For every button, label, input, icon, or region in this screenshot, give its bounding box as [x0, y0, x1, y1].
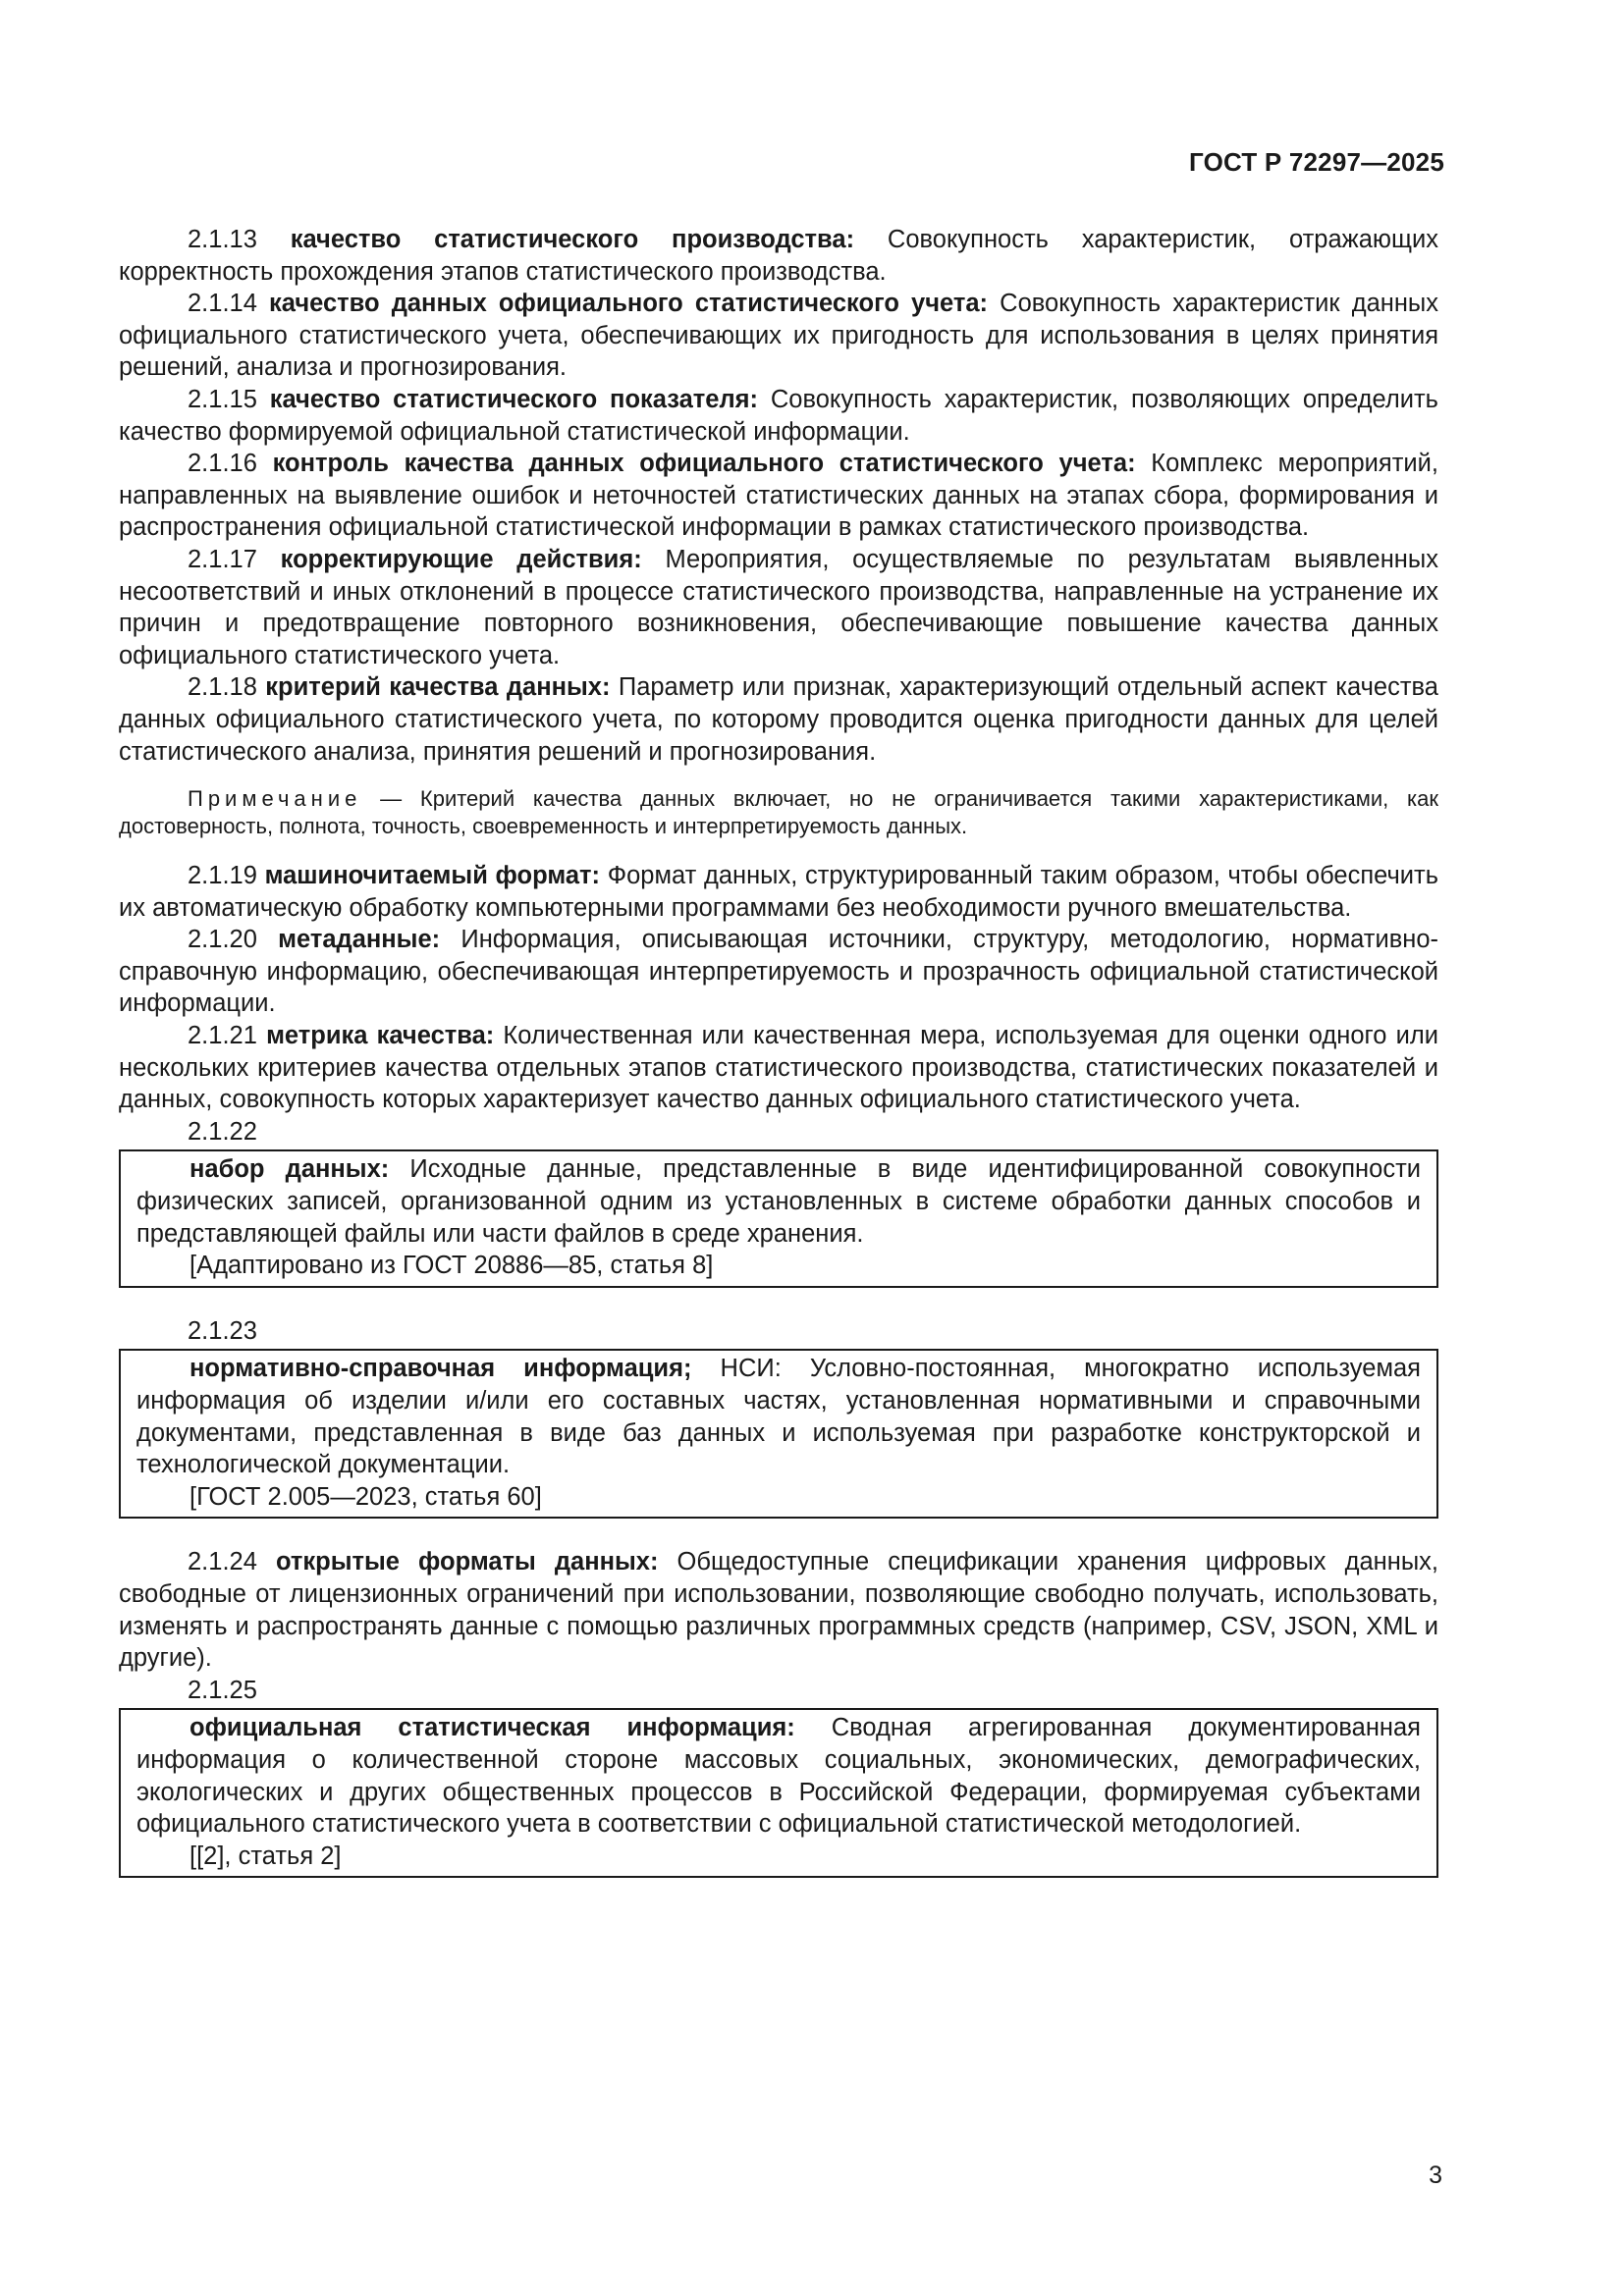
term-entry [119, 384, 1438, 448]
term-number: 2.1.24 [188, 1548, 257, 1576]
term-number: 2.1.22 [188, 1117, 257, 1146]
term-entry [136, 1712, 1421, 1840]
term-number: 2.1.23 [188, 1316, 257, 1345]
term-definition: Комплекс мероприятий, направленных на выявление ошибок и неточностей статистических данных на этапах сбора, формирования и распространения официальной статистической информации в рамках статистического производства. [119, 450, 1438, 542]
term-entry [119, 924, 1438, 1020]
term-number: 2.1.17 [188, 545, 257, 573]
note-text: — Критерий качества данных включает, но не ограничивается такими характеристиками, как достоверность, полнота, точность, своевременность и интерпретируемость данных. [119, 786, 1439, 839]
term-title: качество статистического производства: [290, 226, 855, 253]
term-entry [136, 1353, 1421, 1480]
term-definition: Сводная агрегированная документированная информация о количественной стороне массовых социальных, экономических, демографических, экологических и других общественных процессов в Российской Федерации, формируемая субъектами официального статистического учета в соответствии с официальной статистической методологией. [136, 1714, 1421, 1839]
term-entry [119, 671, 1438, 768]
term-title: машиночитаемый формат: [264, 862, 601, 890]
term-number: 2.1.15 [188, 385, 257, 413]
note-label: Примечание [188, 786, 362, 812]
term-source: [ГОСТ 2.005—2023, статья 60] [189, 1482, 542, 1511]
term-box-dataset [119, 1149, 1438, 1287]
term-title: корректирующие действия: [280, 545, 642, 573]
term-title: метрика качества: [266, 1022, 495, 1050]
term-title: качество данных официального статистического учета: [269, 290, 989, 318]
term-definition: Мероприятия, осуществляемые по результатам выявленных несоответствий и иных отклонений в процессе статистического производства, направленные на устранение их причин и предотвращение повторного возникновения, обеспечивающие повышение качества данных официального статистического учета. [119, 545, 1438, 669]
term-definition: Параметр или признак, характеризующий отдельный аспект качества данных официального статистического учета, по которому проводится оценка пригодности данных для целей статистического анализа, принятия решений и прогнозирования. [119, 673, 1438, 766]
term-entry [119, 544, 1438, 671]
term-number: 2.1.19 [188, 862, 257, 890]
term-title: качество статистического показателя: [269, 385, 759, 413]
term-number: 2.1.13 [188, 226, 257, 253]
term-title: контроль качества данных официального статистического учета: [272, 450, 1136, 478]
term-entry [119, 448, 1438, 544]
term-box-official-stat-info [119, 1708, 1438, 1878]
term-definition: Совокупность характеристик, отражающих корректность прохождения этапов статистического производства. [119, 226, 1438, 286]
term-entry [119, 860, 1438, 924]
term-definition: Общедоступные спецификации хранения цифровых данных, свободные от лицензионных ограничений при использовании, позволяющие свободно получать, использовать, изменять и распространять данные с помощью различных программных средств (например, CSV, JSON, XML и другие). [119, 1548, 1438, 1673]
term-box-reference-info [119, 1349, 1438, 1519]
page-number: 3 [1429, 2162, 1442, 2189]
term-definition: Количественная или качественная мера, используемая для оценки одного или нескольких критериев качества отдельных этапов статистического производства, статистических показателей и данных, совокупность которых характеризует качество данных официального статистического учета. [119, 1022, 1438, 1114]
term-number: 2.1.14 [188, 290, 257, 318]
term-entry [119, 288, 1438, 384]
term-entry [119, 1546, 1438, 1674]
term-title: открытые форматы данных: [275, 1548, 659, 1576]
note [119, 785, 1438, 840]
term-definition: Исходные данные, представленные в виде идентифицированной совокупности физических записей, организованной одним из установленных в системе обработки данных способов и представляющей файлы или части файлов в среде хранения. [136, 1155, 1421, 1248]
term-title: официальная статистическая информация: [189, 1714, 795, 1742]
term-title: нормативно-справочная информация; [189, 1355, 692, 1383]
term-entry [119, 1020, 1438, 1116]
term-title: критерий качества данных: [265, 673, 611, 702]
term-number: 2.1.18 [188, 673, 257, 702]
term-number: 2.1.16 [188, 450, 257, 478]
term-number: 2.1.20 [188, 926, 257, 954]
term-number: 2.1.21 [188, 1022, 257, 1050]
term-definition: Совокупность характеристик, позволяющих определить качество формируемой официальной статистической информации. [119, 385, 1438, 446]
term-definition: Формат данных, структурированный таким образом, чтобы обеспечить их автоматическую обработку компьютерными программами без необходимости ручного вмешательства. [119, 862, 1438, 922]
document-content [119, 224, 1438, 1878]
term-source: [[2], статья 2] [189, 1842, 342, 1870]
term-definition: Информация, описывающая источники, структуру, методологию, нормативно-справочную информацию, обеспечивающая интерпретируемость и прозрачность официальной статистической информации. [119, 926, 1438, 1018]
term-entry [119, 224, 1438, 288]
document-header: ГОСТ Р 72297—2025 [1189, 147, 1444, 177]
term-source: [Адаптировано из ГОСТ 20886—85, статья 8] [189, 1252, 714, 1280]
term-title: набор данных: [189, 1155, 390, 1184]
term-definition: НСИ: Условно-постоянная, многократно используемая информация об изделии и/или его составных частях, установленная нормативными и справочными документами, представленная в виде баз данных и используемая при разработке конструкторской и технологической документации. [136, 1355, 1421, 1479]
term-number: 2.1.25 [188, 1676, 257, 1704]
term-title: метаданные: [278, 926, 441, 954]
term-entry [136, 1153, 1421, 1250]
term-definition: Совокупность характеристик данных официального статистического учета, обеспечивающих их пригодность для использования в целях принятия решений, анализа и прогнозирования. [119, 290, 1439, 382]
